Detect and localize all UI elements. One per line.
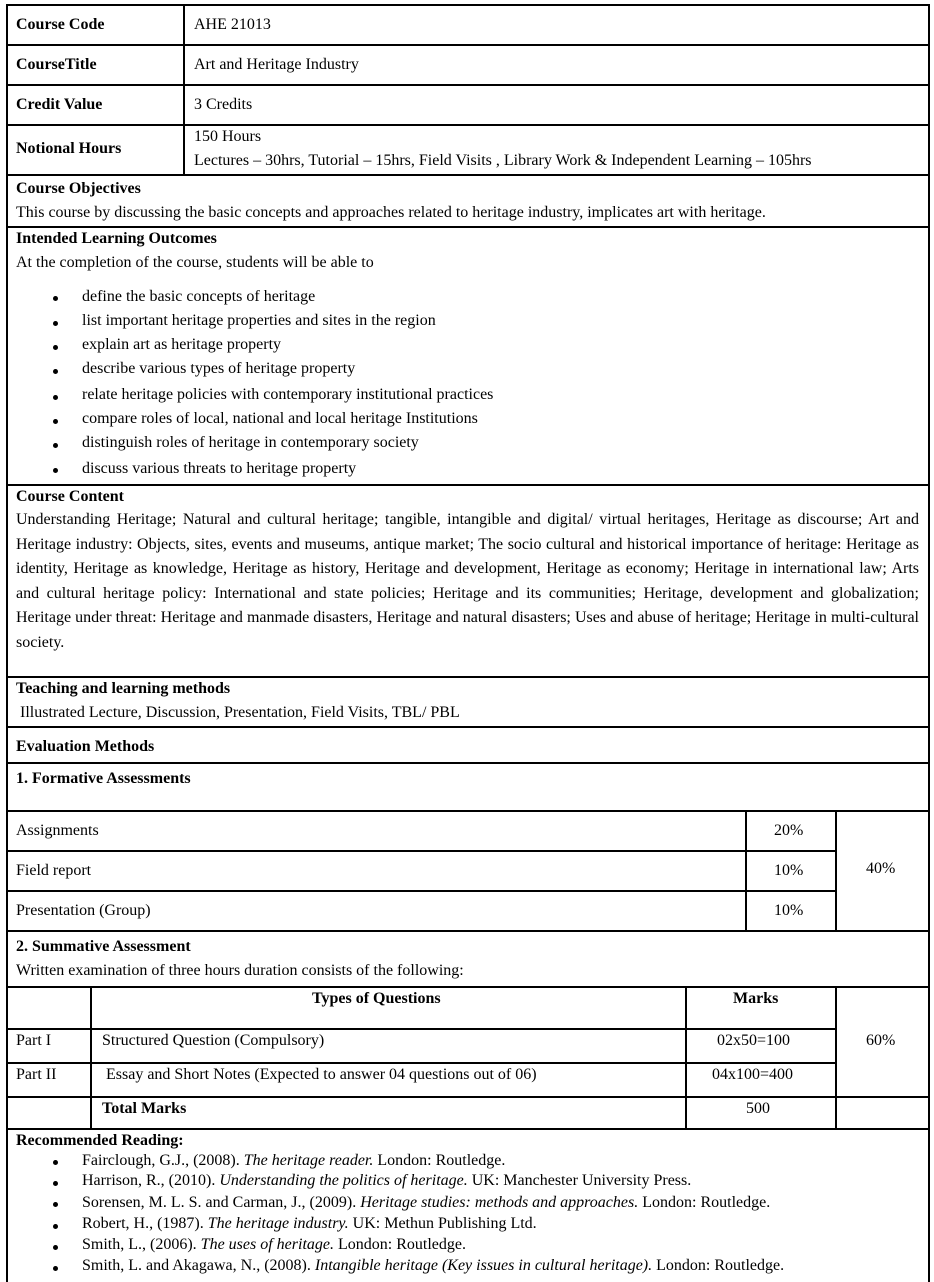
- reading-heading: Recommended Reading:: [16, 1132, 184, 1149]
- list-item: explain art as heritage property: [82, 336, 282, 353]
- course-title-label: CourseTitle: [16, 56, 97, 73]
- list-item: Fairclough, G.J., (2008). The heritage reader. London: Routledge.: [82, 1152, 506, 1169]
- credit-value-value: 3 Credits: [194, 96, 253, 113]
- bullet-icon: [53, 1202, 58, 1207]
- summative-heading: 2. Summative Assessment: [16, 938, 191, 955]
- bullet-icon: [53, 345, 58, 350]
- formative-total: 40%: [866, 860, 896, 877]
- objectives-text: This course by discussing the basic concepts and approaches related to heritage industry, implicates art with heritage.: [16, 204, 766, 221]
- table-cell: Part I: [16, 1032, 52, 1049]
- bullet-icon: [53, 1266, 58, 1271]
- course-code-label: Course Code: [16, 16, 105, 33]
- list-item: relate heritage policies with contemporary institutional practices: [82, 386, 494, 403]
- bullet-icon: [53, 369, 58, 374]
- objectives-heading: Course Objectives: [16, 180, 141, 197]
- teaching-text: Illustrated Lecture, Discussion, Presentation, Field Visits, TBL/ PBL: [20, 704, 460, 721]
- list-item: compare roles of local, national and local heritage Institutions: [82, 410, 478, 427]
- table-row: Field report: [16, 862, 92, 879]
- formative-heading: 1. Formative Assessments: [16, 770, 191, 787]
- list-item: describe various types of heritage property: [82, 360, 356, 377]
- course-code-value: AHE 21013: [194, 16, 271, 33]
- bullet-icon: [53, 1224, 58, 1229]
- table-row: Assignments: [16, 822, 99, 839]
- list-item: Sorensen, M. L. S. and Carman, J., (2009). Heritage studies: methods and approaches. London: Routledge.: [82, 1194, 771, 1211]
- table-row: Presentation (Group): [16, 902, 151, 919]
- table-cell: Essay and Short Notes (Expected to answer 04 questions out of 06): [106, 1066, 537, 1083]
- column-header-marks: Marks: [733, 990, 779, 1007]
- list-item: define the basic concepts of heritage: [82, 288, 316, 305]
- teaching-heading: Teaching and learning methods: [16, 680, 231, 697]
- evaluation-heading: Evaluation Methods: [16, 738, 155, 755]
- table-cell: 04x100=400: [712, 1066, 794, 1083]
- list-item: Smith, L., (2006). The uses of heritage. London: Routledge.: [82, 1236, 466, 1253]
- bullet-icon: [53, 468, 58, 473]
- table-cell: 10%: [774, 862, 804, 879]
- list-item: distinguish roles of heritage in contemporary society: [82, 434, 419, 451]
- bullet-icon: [53, 1181, 58, 1186]
- list-item: Harrison, R., (2010). Understanding the politics of heritage. UK: Manchester University Press.: [82, 1172, 692, 1189]
- list-item: list important heritage properties and sites in the region: [82, 312, 436, 329]
- bullet-icon: [53, 321, 58, 326]
- content-heading: Course Content: [16, 488, 124, 505]
- bullet-icon: [53, 296, 58, 301]
- total-marks-value: 500: [746, 1100, 770, 1117]
- summative-weight: 60%: [866, 1032, 896, 1049]
- bullet-icon: [53, 419, 58, 424]
- ilo-intro: At the completion of the course, students will be able to: [16, 254, 374, 271]
- ilo-heading: Intended Learning Outcomes: [16, 230, 217, 247]
- table-cell: 02x50=100: [717, 1032, 791, 1049]
- list-item: Robert, H., (1987). The heritage industry. UK: Methun Publishing Ltd.: [82, 1215, 537, 1232]
- bullet-icon: [53, 395, 58, 400]
- credit-value-label: Credit Value: [16, 96, 103, 113]
- total-marks-label: Total Marks: [102, 1100, 187, 1117]
- content-text: Understanding Heritage; Natural and cultural heritage; tangible, intangible and digital/ virtual heritages, Heritage as discourse; Art and Heritage industry: Objects, sites, events and museums, antique market; The socio cultural and historical importance of heritage: Heritage as identity, Heritage as knowledge, Heritage as history, Heritage and development, Heritage as economy; Heritage in international law; Arts and cultural heritage policy: International and state policies; Heritage and its communities; Heritage, development and globalization; Heritage under threat: Heritage and manmade disasters, Heritage and natural disasters; Uses and abuse of heritage; Heritage in multi-cultural society.: [16, 511, 919, 651]
- notional-hours-breakdown: Lectures – 30hrs, Tutorial – 15hrs, Field Visits , Library Work & Independent Learning – 105hrs: [194, 152, 812, 169]
- table-cell: Part II: [16, 1066, 57, 1083]
- notional-hours-label: Notional Hours: [16, 140, 122, 157]
- table-cell: 20%: [774, 822, 804, 839]
- bullet-icon: [53, 1160, 58, 1165]
- summative-intro: Written examination of three hours duration consists of the following:: [16, 962, 464, 979]
- list-item: discuss various threats to heritage property: [82, 460, 357, 477]
- table-cell: Structured Question (Compulsory): [102, 1032, 325, 1049]
- bullet-icon: [53, 443, 58, 448]
- column-header-types: Types of Questions: [312, 990, 441, 1007]
- bullet-icon: [53, 1245, 58, 1250]
- table-cell: 10%: [774, 902, 804, 919]
- course-title-value: Art and Heritage Industry: [194, 56, 359, 73]
- list-item: Smith, L. and Akagawa, N., (2008). Intangible heritage (Key issues in cultural heritage). London: Routledge.: [82, 1257, 785, 1274]
- notional-hours-total: 150 Hours: [194, 128, 262, 145]
